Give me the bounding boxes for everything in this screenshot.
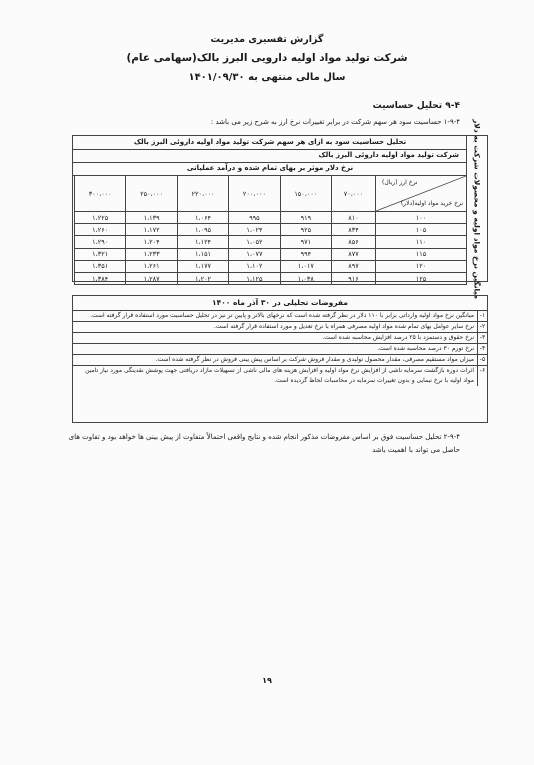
table-cell: ۱،۲۰۴	[126, 236, 177, 248]
column-header: ۱۵۰،۰۰۰	[280, 176, 331, 212]
table-cell: ۱،۱۵۱	[177, 248, 228, 260]
table-cell: ۱،۲۸۷	[126, 272, 177, 284]
row-label: ۱۲۰	[376, 260, 467, 272]
table-cell: ۱،۲۲۵	[75, 212, 126, 224]
table-cell: ۱،۰۶۴	[177, 212, 228, 224]
table-cell: ۹۹۴	[280, 248, 331, 260]
assumption-number: ۶-	[477, 366, 487, 386]
assumption-number: ۴-	[477, 344, 487, 354]
assumption-number: ۱-	[477, 311, 487, 321]
assumptions-title: مفروضات تحلیلی در ۳۰ آذر ماه ۱۴۰۰	[73, 296, 487, 311]
assumption-text: نرخ حقوق و دستمزد با ۲۵ درصد افزایش محاسبه شده است.	[322, 334, 474, 341]
table-cell: ۸۱۰	[332, 212, 376, 224]
corner-cell	[376, 176, 467, 212]
table-cell: ۹۲۵	[280, 224, 331, 236]
column-header: ۲۰۰،۰۰۰	[229, 176, 280, 212]
page-number: ۱۹	[262, 676, 272, 685]
table-cell: ۱،۳۲۱	[75, 248, 126, 260]
table-cell: ۱،۱۰۲	[229, 260, 280, 272]
assumption-row	[73, 355, 487, 366]
table-row	[75, 212, 467, 224]
row-label: ۱۲۵	[376, 272, 467, 284]
table-cell: ۹۱۶	[332, 272, 376, 284]
table-cell: ۱،۲۶۰	[75, 224, 126, 236]
table-cell: ۱،۳۸۴	[75, 272, 126, 284]
table-caption: نرخ دلار موثر بر بهای تمام شده و درآمد عملیاتی	[73, 162, 467, 176]
analysis-note: ۲-۹-۴ تحلیل حساسیت فوق بر اساس مفروضات مذکور انجام شده و نتایج واقعی احتمالاً متفاوت از پیش بینی ها خواهد بود و تفاوت های حاصل می تواند با اهمیت باشد	[68, 433, 460, 454]
table-cell: ۹۷۱	[280, 236, 331, 248]
table-cell: ۱،۰۲۴	[229, 224, 280, 236]
table-cell: ۱،۰۹۵	[177, 224, 228, 236]
section-title: ۹-۴ تحلیل حساسیت	[372, 101, 460, 111]
table-cell: ۱،۱۳۹	[126, 212, 177, 224]
table-cell: ۸۷۷	[332, 248, 376, 260]
assumption-text: میانگین نرخ مواد اولیه وارداتی برابر با ۱۱۰ دلار در نظر گرفته شده است که نرخهای بالاتر و پایین تر نیز در تحلیل حساسیت مورد استفاده قرار گرفته است.	[90, 312, 474, 319]
row-label: ۱۰۰	[376, 212, 467, 224]
assumption-text: نرخ سایر عوامل بهای تمام شده مواد اولیه مصرفی همراه با نرخ تعدیل و مورد استفاده قرار گرفته است.	[213, 323, 474, 330]
table-cell: ۱،۰۱۷	[280, 260, 331, 272]
table-row	[75, 224, 467, 236]
table-cell: ۱،۰۷۷	[229, 248, 280, 260]
assumption-row	[73, 322, 487, 333]
column-header: ۲۲۰،۰۰۰	[177, 176, 228, 212]
table-row	[75, 248, 467, 260]
table-title: تحلیل حساسیت سود به ازای هر سهم شرکت تولید مواد اولیه داروئی البرز بالک	[73, 136, 467, 150]
assumption-text: میزان مواد مستقیم مصرفی، مقدار محصول تولیدی و مقدار فروش شرکت بر اساس پیش بینی فروش در نظر گرفته شده است.	[155, 356, 474, 363]
table-cell: ۱،۱۷۷	[177, 260, 228, 272]
table-cell: ۹۱۹	[280, 212, 331, 224]
corner-top-label: نرخ ارز (ریال)	[382, 179, 418, 186]
report-header	[0, 30, 534, 87]
assumption-number: ۲-	[477, 322, 487, 332]
table-row	[75, 260, 467, 272]
row-label: ۱۱۰	[376, 236, 467, 248]
table-row	[75, 236, 467, 248]
table-cell: ۱،۲۰۲	[177, 272, 228, 284]
row-label: ۱۰۵	[376, 224, 467, 236]
assumption-row	[73, 311, 487, 322]
table-cell: ۱،۰۳۸	[280, 272, 331, 284]
column-header: ۳۰۰،۰۰۰	[75, 176, 126, 212]
table-header-row	[75, 176, 467, 212]
table-cell: ۸۳۴	[332, 224, 376, 236]
assumption-number: ۵-	[477, 355, 487, 365]
table-cell: ۱،۱۲۵	[229, 272, 280, 284]
side-label-column	[466, 118, 487, 299]
table-cell: ۱،۱۲۴	[177, 236, 228, 248]
table-cell: ۱،۲۹۰	[75, 236, 126, 248]
assumption-text: نرخ تورم ۳۰ درصد محاسبه شده است.	[377, 345, 474, 352]
assumption-row	[73, 333, 487, 344]
column-header: ۷۰،۰۰۰	[332, 176, 376, 212]
sensitivity-grid	[74, 175, 467, 285]
table-cell: ۸۹۷	[332, 260, 376, 272]
assumption-row	[73, 366, 487, 386]
table-cell: ۱،۲۶۱	[126, 260, 177, 272]
table-cell: ۱،۰۵۲	[229, 236, 280, 248]
corner-bottom-label: نرخ خرید مواد اولیه(دلار)	[400, 200, 463, 207]
row-label: ۱۱۵	[376, 248, 467, 260]
section-subtitle: ۱-۹-۴ حساسیت سود هر سهم شرکت در برابر تغییرات نرخ ارز به شرح زیر می باشد :	[210, 118, 460, 126]
table-company: شرکت تولید مواد اولیه داروئی البرز بالک	[73, 149, 467, 163]
table-cell: ۱،۲۳۳	[126, 248, 177, 260]
assumption-row	[73, 344, 487, 355]
side-label: میانگین نرخ مواد اولیه و محصولات شرکت به دلار	[472, 118, 482, 299]
assumption-number: ۳-	[477, 333, 487, 343]
column-header: ۲۵۰،۰۰۰	[126, 176, 177, 212]
table-row	[75, 272, 467, 284]
fiscal-year: سال مالی منتهی به ۱۴۰۱/۰۹/۳۰	[188, 72, 346, 83]
assumption-text: اثرات دوره بازگشت سرمایه ناشی از افزایش نرخ مواد اولیه و افزایش هزینه های مالی ناشی از تسهیلات مازاد دریافتی جهت پوشش نقدینگی مورد نیاز تامین مواد اولیه با نرخ نیمایی و بدون تغییرات سرمایه در محاسبات لحاظ گردیده است.	[85, 367, 474, 384]
table-cell: ۹۹۵	[229, 212, 280, 224]
table-cell: ۱،۳۵۱	[75, 260, 126, 272]
company-name: شرکت تولید مواد اولیه دارویی البرز بالک(سهامی عام)	[126, 52, 408, 64]
table-cell: ۸۵۶	[332, 236, 376, 248]
report-title: گزارش تفسیری مدیریت	[210, 34, 324, 45]
assumptions-table	[72, 295, 488, 423]
table-cell: ۱،۱۷۲	[126, 224, 177, 236]
